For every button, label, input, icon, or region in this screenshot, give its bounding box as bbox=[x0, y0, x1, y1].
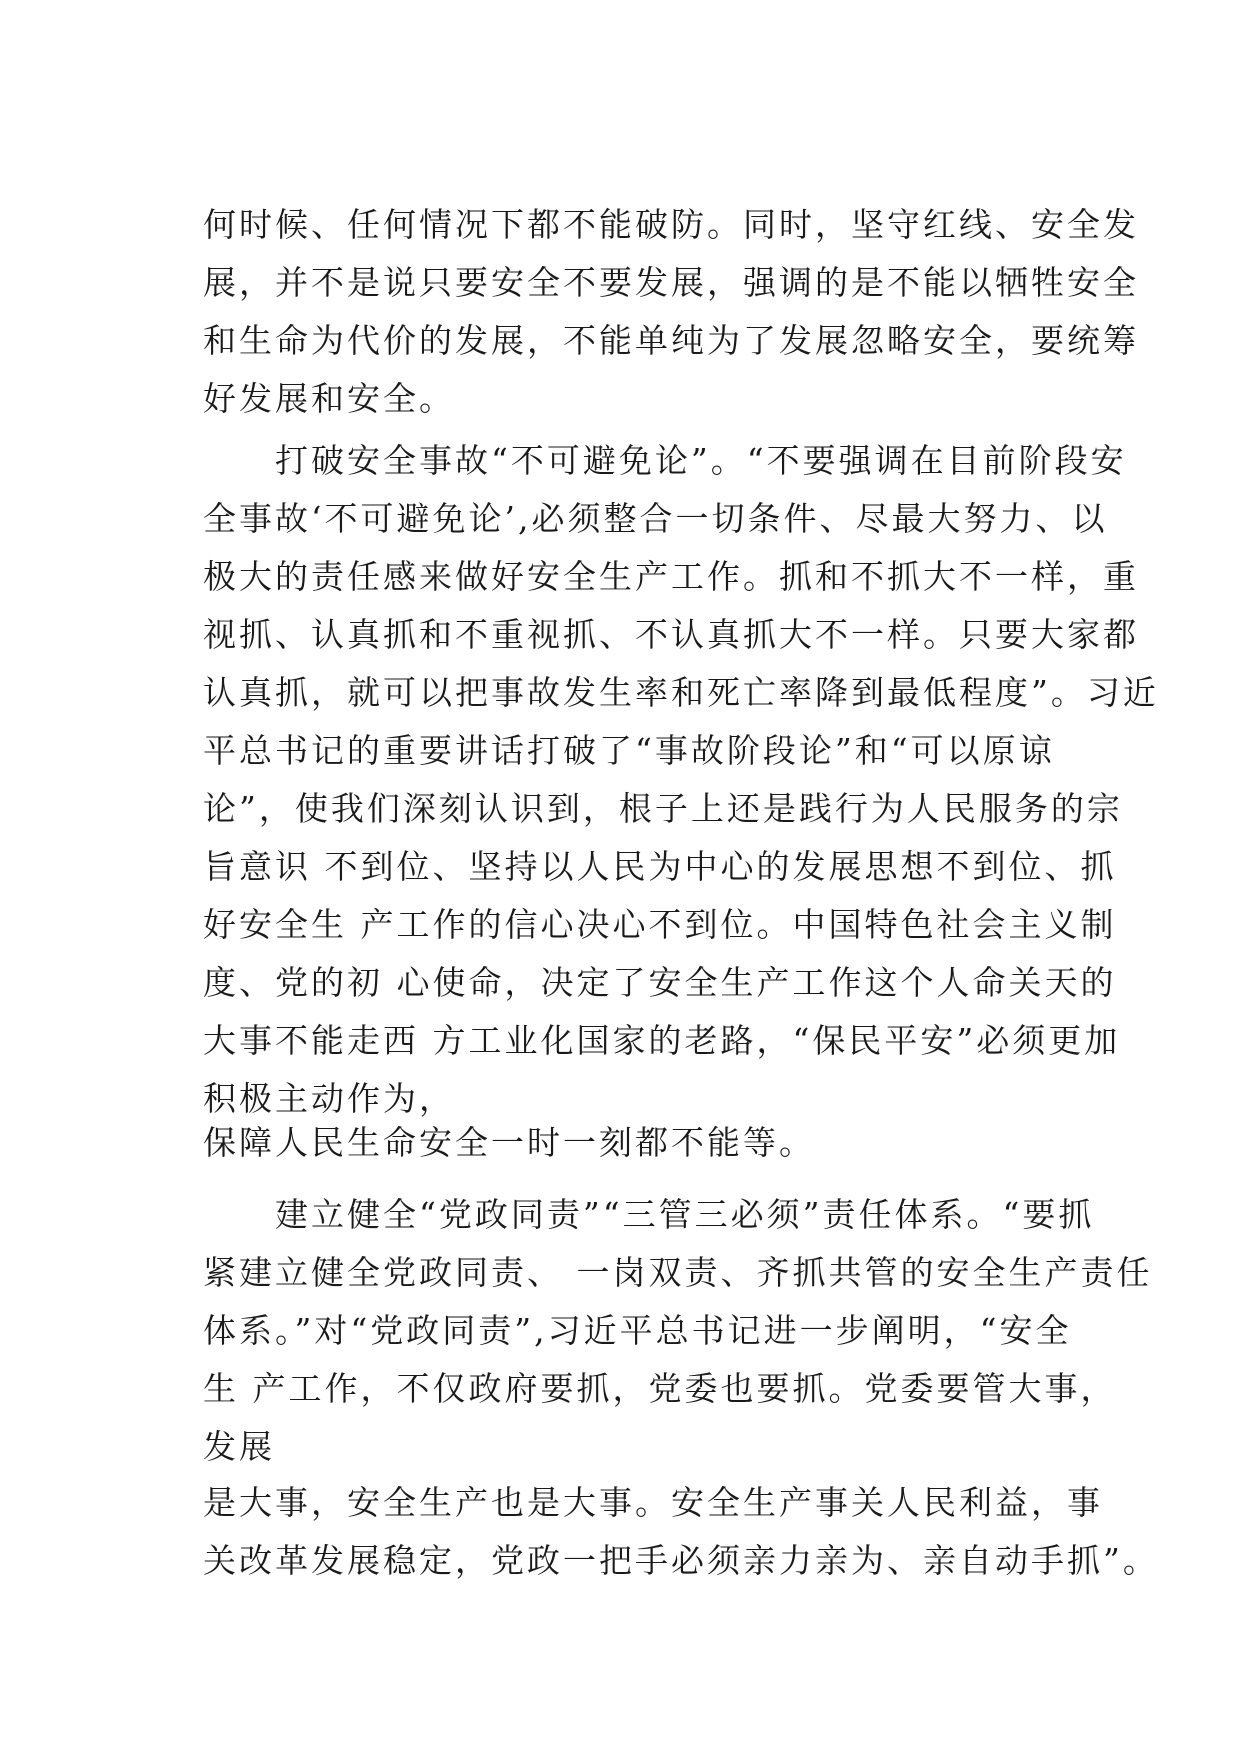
paragraph-first-line: 打破安全事故“不可避免论”。“不要强调在目前阶段安 bbox=[203, 441, 1127, 480]
text-line: 何时候、任何情况下都不能破防。同时，坚守红线、安全发 bbox=[203, 205, 1139, 244]
text-line: 极大的责任感来做好安全生产工作。抓和不抓大不一样，重 bbox=[203, 557, 1139, 596]
text-line: 全事故‘不可避免论’,必须整合一切条件、尽最大努力、以 bbox=[203, 499, 1108, 538]
text-line: 是大事，安全生产也是大事。安全生产事关人民利益，事 bbox=[203, 1483, 1103, 1522]
text-line: 保障人民生命安全一时一刻都不能等。 bbox=[203, 1123, 815, 1162]
text-line: 和生命为代价的发展，不能单纯为了发展忽略安全，要统筹 bbox=[203, 321, 1139, 360]
text-line: 关改革发展稳定，党政一把手必须亲力亲为、亲自动手抓”。 bbox=[203, 1541, 1159, 1580]
text-line: 平总书记的重要讲话打破了“事故阶段论”和“可以原谅 bbox=[203, 731, 1055, 770]
text-line: 视抓、认真抓和不重视抓、不认真抓大不一样。只要大家都 bbox=[203, 615, 1139, 654]
text-line: 度、党的初 心使命，决定了安全生产工作这个人命关天的 bbox=[203, 963, 1117, 1002]
text-line: 积极主动作为， bbox=[203, 1079, 455, 1118]
text-line: 旨意识 不到位、坚持以人民为中心的发展思想不到位、抓 bbox=[203, 847, 1117, 886]
text-line: 大事不能走西 方工业化国家的老路，“保民平安”必须更加 bbox=[203, 1021, 1121, 1060]
paragraph-first-line: 建立健全“党政同责”“三管三必须”责任体系。“要抓 bbox=[203, 1195, 1095, 1234]
text-line: 发展 bbox=[203, 1427, 275, 1466]
text-line: 展，并不是说只要安全不要发展，强调的是不能以牺牲安全 bbox=[203, 263, 1139, 302]
text-line: 好安全生 产工作的信心决心不到位。中国特色社会主义制 bbox=[203, 905, 1117, 944]
text-line: 体系。”对“党政同责”,习近平总书记进一步阐明，“安全 bbox=[203, 1311, 1072, 1350]
text-line: 好发展和安全。 bbox=[203, 379, 455, 418]
text-line: 认真抓，就可以把事故发生率和死亡率降到最低程度”。习近 bbox=[203, 673, 1159, 712]
text-line: 生 产工作，不仅政府要抓，党委也要抓。党委要管大事， bbox=[203, 1369, 1117, 1408]
text-line: 论”，使我们深刻认识到，根子上还是践行为人民服务的宗 bbox=[203, 789, 1123, 828]
text-line: 紧建立健全党政同责、 一岗双责、齐抓共管的安全生产责任 bbox=[203, 1253, 1153, 1292]
